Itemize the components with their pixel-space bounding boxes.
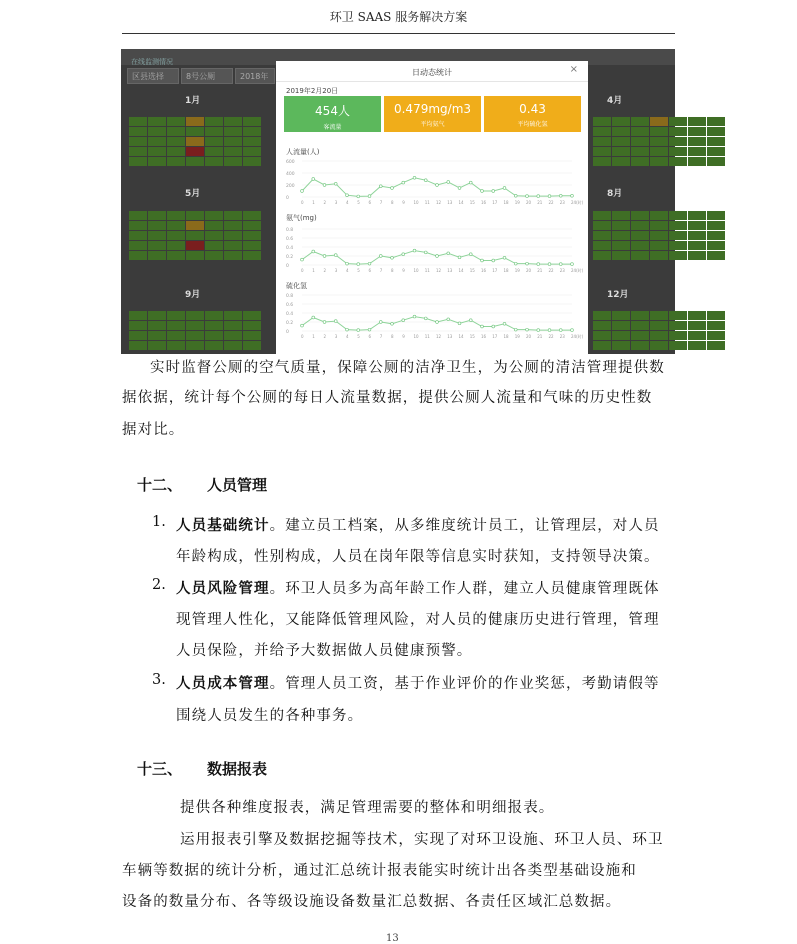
month-label: 5月 bbox=[185, 189, 201, 199]
x-tick-label: 9 bbox=[402, 334, 405, 339]
data-point bbox=[559, 263, 562, 266]
x-tick-label: 6 bbox=[368, 200, 372, 205]
header-rule bbox=[122, 33, 675, 34]
paragraph-line: 据依据，统计每个公厕的每日人流量数据，提供公厕人流量和气味的历史性数 bbox=[122, 390, 653, 406]
paragraph-line: 运用报表引擎及数据挖掘等技术，实现了对环卫设施、环卫人员、环卫 bbox=[180, 832, 664, 848]
y-tick-label: 0.4 bbox=[286, 246, 294, 251]
x-tick-label: 16 bbox=[481, 334, 487, 339]
data-point bbox=[413, 315, 416, 318]
stat-label: 平均氨气 bbox=[420, 121, 445, 128]
toilet-filter: 8号公厕 bbox=[181, 68, 233, 84]
list-number: 2. bbox=[152, 577, 166, 593]
data-point bbox=[548, 329, 551, 332]
x-tick-label: 14 bbox=[458, 334, 464, 339]
ammonia-chart bbox=[284, 225, 584, 275]
paragraph-line: 提供各种维度报表，满足管理需要的整体和明细报表。 bbox=[180, 800, 555, 816]
data-point bbox=[334, 182, 337, 185]
x-tick-label: 15 bbox=[469, 200, 475, 205]
list-item-text: 。管理人员工资，基于作业评价的作业奖惩，考勤请假等 bbox=[269, 676, 660, 692]
data-point bbox=[402, 181, 405, 184]
chart-label: 氨气(mg) bbox=[286, 214, 317, 222]
stat-label: 平均硫化氢 bbox=[517, 121, 548, 128]
x-tick-label: 10 bbox=[413, 268, 419, 273]
x-tick-label: 6 bbox=[368, 334, 372, 339]
modal-date: 2019年2月20日 bbox=[286, 87, 339, 95]
x-tick-label: 23 bbox=[559, 200, 565, 205]
x-tick-label: 12 bbox=[436, 200, 442, 205]
data-point bbox=[514, 262, 517, 265]
y-tick-label: 0.2 bbox=[286, 321, 294, 326]
x-tick-label: 8 bbox=[391, 334, 394, 339]
list-item-continuation: 现管理人性化，又能降低管理风险，对人员的健康历史进行管理，管理 bbox=[176, 612, 660, 628]
calendar-grid bbox=[129, 211, 261, 260]
data-point bbox=[368, 328, 371, 331]
modal-title: 日动态统计 bbox=[412, 68, 452, 77]
data-point bbox=[503, 256, 506, 259]
data-point bbox=[481, 259, 484, 262]
modal-divider bbox=[276, 81, 588, 82]
stat-label: 客流量 bbox=[323, 124, 342, 131]
paragraph-line: 车辆等数据的统计分析，通过汇总统计报表能实时统计出各类型基础设施和 bbox=[122, 863, 637, 879]
x-tick-label: 11 bbox=[424, 268, 430, 273]
data-point bbox=[469, 181, 472, 184]
data-point bbox=[346, 328, 349, 331]
data-point bbox=[548, 263, 551, 266]
data-point bbox=[301, 258, 304, 261]
section-title: 数据报表 bbox=[207, 760, 268, 778]
data-point bbox=[514, 194, 517, 197]
x-tick-label: 19 bbox=[514, 268, 520, 273]
x-tick-label: 1 bbox=[312, 200, 315, 205]
data-point bbox=[312, 250, 315, 253]
chart-label: 人流量(人) bbox=[286, 148, 320, 156]
list-item-continuation: 围绕人员发生的各种事务。 bbox=[176, 708, 364, 724]
data-point bbox=[537, 263, 540, 266]
month-label: 1月 bbox=[185, 96, 201, 106]
x-tick-label: 24(时) bbox=[571, 334, 584, 339]
x-tick-label: 0 bbox=[301, 268, 304, 273]
series-line bbox=[302, 178, 572, 197]
list-number: 1. bbox=[152, 514, 166, 530]
data-point bbox=[458, 187, 461, 190]
y-tick-label: 0.8 bbox=[286, 228, 294, 233]
page-header: 环卫 SAAS 服务解决方案 bbox=[329, 10, 468, 24]
data-point bbox=[334, 254, 337, 257]
data-point bbox=[548, 195, 551, 198]
data-point bbox=[447, 318, 450, 321]
stat-card-visitors bbox=[284, 96, 381, 132]
data-point bbox=[323, 255, 326, 258]
x-tick-label: 3 bbox=[334, 334, 338, 339]
x-tick-label: 2 bbox=[323, 268, 327, 273]
list-item bbox=[176, 514, 660, 535]
x-tick-label: 19 bbox=[514, 334, 520, 339]
data-point bbox=[436, 321, 439, 324]
close-icon[interactable]: × bbox=[569, 64, 578, 75]
data-point bbox=[424, 317, 427, 320]
data-point bbox=[537, 329, 540, 332]
data-point bbox=[402, 253, 405, 256]
data-point bbox=[469, 319, 472, 322]
x-tick-label: 11 bbox=[424, 334, 430, 339]
section-number: 十二、 bbox=[137, 476, 183, 494]
calendar-grid bbox=[593, 117, 725, 166]
paragraph-line: 实时监督公厕的空气质量，保障公厕的洁净卫生，为公厕的清洁管理提供数 bbox=[150, 360, 665, 376]
data-point bbox=[469, 253, 472, 256]
list-item-title: 人员风险管理 bbox=[176, 580, 270, 597]
x-tick-label: 12 bbox=[436, 334, 442, 339]
data-point bbox=[492, 259, 495, 262]
data-point bbox=[312, 316, 315, 319]
y-tick-label: 0.6 bbox=[286, 237, 294, 242]
section-title: 人员管理 bbox=[207, 476, 268, 494]
x-tick-label: 20 bbox=[526, 268, 532, 273]
data-point bbox=[526, 262, 529, 265]
y-tick-label: 0.6 bbox=[286, 303, 294, 308]
data-point bbox=[323, 321, 326, 324]
data-point bbox=[391, 322, 394, 325]
x-tick-label: 14 bbox=[458, 200, 464, 205]
x-tick-label: 5 bbox=[357, 200, 360, 205]
x-tick-label: 7 bbox=[379, 200, 383, 205]
x-tick-label: 15 bbox=[469, 268, 475, 273]
data-point bbox=[458, 322, 461, 325]
month-label: 9月 bbox=[185, 290, 201, 300]
data-point bbox=[368, 195, 371, 198]
data-point bbox=[526, 195, 529, 198]
data-point bbox=[379, 255, 382, 258]
x-tick-label: 3 bbox=[334, 200, 338, 205]
x-tick-label: 10 bbox=[413, 200, 419, 205]
x-tick-label: 19 bbox=[514, 200, 520, 205]
list-number: 3. bbox=[152, 672, 166, 688]
data-point bbox=[492, 325, 495, 328]
section-number: 十三、 bbox=[137, 760, 183, 778]
x-tick-label: 23 bbox=[559, 268, 565, 273]
y-tick-label: 600 bbox=[286, 160, 295, 165]
x-tick-label: 17 bbox=[492, 334, 498, 339]
x-tick-label: 18 bbox=[503, 334, 509, 339]
data-point bbox=[357, 195, 360, 198]
data-point bbox=[424, 251, 427, 254]
x-tick-label: 18 bbox=[503, 268, 509, 273]
x-tick-label: 22 bbox=[548, 268, 554, 273]
list-item-continuation: 人员保险，并给予大数据做人员健康预警。 bbox=[176, 643, 473, 659]
y-tick-label: 0 bbox=[286, 330, 289, 335]
data-point bbox=[503, 322, 506, 325]
x-tick-label: 7 bbox=[379, 334, 383, 339]
data-point bbox=[334, 320, 337, 323]
y-tick-label: 0 bbox=[286, 264, 289, 269]
data-point bbox=[559, 329, 562, 332]
stat-value: 454人 bbox=[315, 104, 350, 118]
y-tick-label: 400 bbox=[286, 172, 295, 177]
data-point bbox=[514, 328, 517, 331]
x-tick-label: 22 bbox=[548, 200, 554, 205]
x-tick-label: 21 bbox=[537, 200, 543, 205]
x-tick-label: 13 bbox=[447, 334, 453, 339]
data-point bbox=[346, 194, 349, 197]
x-tick-label: 13 bbox=[447, 268, 453, 273]
data-point bbox=[458, 256, 461, 259]
x-tick-label: 1 bbox=[312, 334, 315, 339]
x-tick-label: 1 bbox=[312, 268, 315, 273]
data-point bbox=[357, 329, 360, 332]
x-tick-label: 16 bbox=[481, 268, 487, 273]
x-tick-label: 20 bbox=[526, 334, 532, 339]
list-item-text: 。建立员工档案，从多维度统计员工，让管理层，对人员 bbox=[269, 518, 660, 534]
page-number: 13 bbox=[386, 933, 399, 944]
x-tick-label: 17 bbox=[492, 268, 498, 273]
x-tick-label: 21 bbox=[537, 334, 543, 339]
x-tick-label: 11 bbox=[424, 200, 430, 205]
x-tick-label: 21 bbox=[537, 268, 543, 273]
y-tick-label: 0.8 bbox=[286, 294, 294, 299]
list-item bbox=[176, 672, 660, 693]
data-point bbox=[301, 190, 304, 193]
x-tick-label: 17 bbox=[492, 200, 498, 205]
year-filter: 2018年 bbox=[235, 68, 275, 84]
x-tick-label: 2 bbox=[323, 334, 327, 339]
x-tick-label: 10 bbox=[413, 334, 419, 339]
x-tick-label: 23 bbox=[559, 334, 565, 339]
list-item bbox=[176, 577, 660, 598]
x-tick-label: 0 bbox=[301, 200, 304, 205]
data-point bbox=[402, 319, 405, 322]
x-tick-label: 12 bbox=[436, 268, 442, 273]
x-tick-label: 22 bbox=[548, 334, 554, 339]
y-tick-label: 0 bbox=[286, 196, 289, 201]
data-point bbox=[379, 185, 382, 188]
data-point bbox=[571, 263, 574, 266]
x-tick-label: 4 bbox=[346, 268, 349, 273]
data-point bbox=[301, 324, 304, 327]
y-tick-label: 0.4 bbox=[286, 312, 294, 317]
data-point bbox=[391, 187, 394, 190]
stat-card-h2s bbox=[484, 96, 581, 132]
data-point bbox=[481, 190, 484, 193]
month-label: 12月 bbox=[607, 290, 629, 300]
x-tick-label: 16 bbox=[481, 200, 487, 205]
x-tick-label: 9 bbox=[402, 200, 405, 205]
calendar-grid bbox=[129, 311, 261, 350]
x-tick-label: 7 bbox=[379, 268, 383, 273]
list-item-text: 。环卫人员多为高年龄工作人群，建立人员健康管理既体 bbox=[269, 581, 660, 597]
data-point bbox=[424, 179, 427, 182]
x-tick-label: 5 bbox=[357, 268, 360, 273]
data-point bbox=[357, 263, 360, 266]
x-tick-label: 15 bbox=[469, 334, 475, 339]
data-point bbox=[571, 194, 574, 197]
x-tick-label: 8 bbox=[391, 200, 394, 205]
month-label: 8月 bbox=[607, 189, 623, 199]
list-item-title: 人员基础统计 bbox=[176, 517, 270, 534]
list-item-title: 人员成本管理 bbox=[176, 675, 270, 692]
x-tick-label: 24(时) bbox=[571, 268, 584, 273]
x-tick-label: 2 bbox=[323, 200, 327, 205]
legend-label: 在线监测情况 bbox=[131, 58, 173, 66]
paragraph-line: 据对比。 bbox=[122, 422, 185, 438]
data-point bbox=[413, 249, 416, 252]
data-point bbox=[481, 325, 484, 328]
stat-card-ammonia bbox=[384, 96, 481, 132]
embedded-screenshot bbox=[121, 49, 675, 354]
calendar-grid bbox=[129, 117, 261, 166]
data-point bbox=[526, 328, 529, 331]
calendar-grid bbox=[593, 311, 725, 350]
h2s-chart bbox=[284, 291, 584, 341]
x-tick-label: 24(时) bbox=[571, 200, 584, 205]
stat-value: 0.43 bbox=[519, 102, 546, 116]
y-tick-label: 200 bbox=[286, 184, 295, 189]
x-tick-label: 9 bbox=[402, 268, 405, 273]
x-tick-label: 13 bbox=[447, 200, 453, 205]
data-point bbox=[312, 178, 315, 181]
data-point bbox=[323, 184, 326, 187]
data-point bbox=[537, 195, 540, 198]
visitor-chart bbox=[284, 157, 584, 207]
month-label: 4月 bbox=[607, 96, 623, 106]
data-point bbox=[559, 194, 562, 197]
district-filter: 区县选择 bbox=[127, 68, 179, 84]
x-tick-label: 6 bbox=[368, 268, 372, 273]
data-point bbox=[379, 321, 382, 324]
x-tick-label: 5 bbox=[357, 334, 360, 339]
data-point bbox=[368, 262, 371, 265]
x-tick-label: 20 bbox=[526, 200, 532, 205]
x-tick-label: 4 bbox=[346, 200, 349, 205]
x-tick-label: 18 bbox=[503, 200, 509, 205]
data-point bbox=[447, 181, 450, 184]
daily-stats-modal bbox=[276, 61, 588, 354]
data-point bbox=[436, 255, 439, 258]
data-point bbox=[571, 329, 574, 332]
data-point bbox=[391, 256, 394, 259]
data-point bbox=[447, 252, 450, 255]
chart-label: 硫化氢 bbox=[286, 282, 307, 290]
data-point bbox=[346, 262, 349, 265]
x-tick-label: 0 bbox=[301, 334, 304, 339]
data-point bbox=[503, 187, 506, 190]
x-tick-label: 8 bbox=[391, 268, 394, 273]
data-point bbox=[436, 184, 439, 187]
x-tick-label: 14 bbox=[458, 268, 464, 273]
y-tick-label: 0.2 bbox=[286, 255, 294, 260]
x-tick-label: 4 bbox=[346, 334, 349, 339]
paragraph-line: 设备的数量分布、各等级设施设备数量汇总数据、各责任区域汇总数据。 bbox=[122, 894, 622, 910]
calendar-grid bbox=[593, 211, 725, 260]
data-point bbox=[413, 176, 416, 179]
stat-value: 0.479mg/m3 bbox=[393, 102, 472, 116]
x-tick-label: 3 bbox=[334, 268, 338, 273]
list-item-continuation: 年龄构成，性别构成，人员在岗年限等信息实时获知，支持领导决策。 bbox=[176, 549, 660, 565]
data-point bbox=[492, 190, 495, 193]
